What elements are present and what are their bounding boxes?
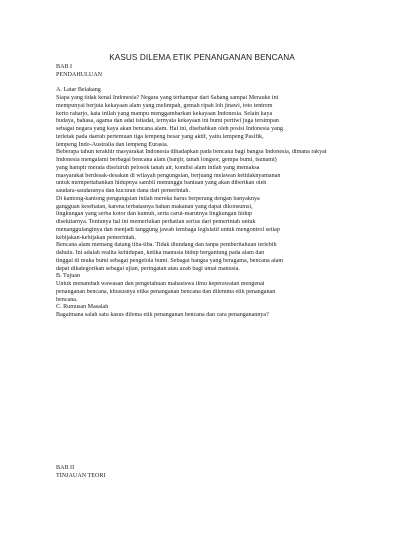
text-line: yang hampir merata diseluruh pelosok tanah air, kondisi alam inilah yang memaksa bbox=[56, 164, 260, 171]
chapter-title: TINJAUAN TEORI bbox=[56, 472, 106, 479]
section-heading: B. Tujuan bbox=[56, 273, 81, 280]
text-line: Indonesia mengalami berbagai bencana alam (banjir, tanah longsor, gempa bumi, tsunami) bbox=[56, 157, 277, 163]
text-line: Bencana alam memang datang tiba-tiba. Tidak diundang dan tanpa pemberitahuan terlebih bbox=[56, 242, 277, 249]
text-line: menanggulanginya dan menjadi tanggung jawab lembaga legislatif untuk mengontrol setiap bbox=[56, 226, 280, 233]
text-line: dahulu. Ini adalah realita kehidupan, ketika manusia hidup bergantung pada alam dan bbox=[56, 250, 265, 256]
text-line: terletak pada daerah pertemuan tiga lempeng besar yang aktif, yaitu lempeng Pasifik, bbox=[56, 133, 264, 140]
text-line: budaya, bahasa, agama dan adat istiadat, ternyata kekayaan ini bumi pertiwi juga tersimpan bbox=[56, 118, 279, 125]
document-body bbox=[56, 64, 348, 320]
paragraph-gap bbox=[56, 80, 348, 88]
text-line: lingkungan yang serba kotor dan kumuh, serta carut-marutnya lingkungan hidup bbox=[56, 211, 252, 218]
text-line: tinggal di muka bumi sebagai pengelola bumi. Sebagai bangsa yang beragama, bencana alam bbox=[56, 257, 284, 264]
text-line: penanganan bencana, khususnya etika penanganan bencana dan dilemma etik penanganan bbox=[56, 288, 276, 295]
text-line: Siapa yang tidak kenal Indonesia? Negara yang terhampar dari Sabang sampai Merauke ini bbox=[56, 95, 279, 101]
text-line: kerto raharjo, kata inilah yang mampu menggambarkan kekayaan Indonesia. Selain kaya bbox=[56, 110, 273, 117]
text-line: disekitarnya. Tentunya hal ini memerlukan perhatian serius dari pemerintah untuk bbox=[56, 219, 256, 225]
document-page bbox=[56, 0, 348, 550]
text-line: gangguan kesehatan, karena terbatasnya bahan makanan yang dapat dikonsumsi, bbox=[56, 203, 253, 210]
text-line: saudara-saudaranya dan kucuran dana dari pemerintah. bbox=[56, 188, 190, 194]
section-heading: C. Rumusan Masalah bbox=[56, 304, 109, 311]
chapter-label: BAB I bbox=[56, 64, 73, 70]
section-heading: A. Latar Belakang bbox=[56, 87, 101, 94]
text-line: Bagaimana salah satu kasus dilema etik penanganan bencana dan cara penanganannya? bbox=[56, 312, 269, 318]
text-line: untuk mempertahankan hidupnya sambil menunggu bantuan yang akan diberikan oleh bbox=[56, 180, 267, 187]
chapter-two-heading bbox=[56, 465, 348, 481]
text-line: masyarakat berdesak-desakan di wilayah pengungsian, berjuang melawan ketidaknyamanan bbox=[56, 172, 281, 179]
text-line: lempeng Indo-Australia dan lempeng Eurasia. bbox=[56, 141, 169, 148]
text-line: Untuk menambah wawasan dan pengetahuan mahasiswa ilmu keperawatan mengenai bbox=[56, 281, 265, 287]
text-line: bencana. bbox=[56, 296, 78, 303]
text-line: Beberapa tahun terakhir masyarakat Indonesia dihadapkan pada bencana bagi bangsa Indonesia, dimana rakyat bbox=[56, 149, 327, 156]
text-line: Di kantong-kantong pengungsian inilah mereka harus berperang dengan banyaknya bbox=[56, 195, 260, 202]
document-title: KASUS DILEMA ETIK PENANGANAN BENCANA bbox=[109, 53, 295, 62]
chapter-title: PENDAHULUAN bbox=[56, 71, 103, 78]
text-line: mempunyai berjuta kekayaan alam yang melimpah, gemah ripah loh jinawi, toto tentrem bbox=[56, 102, 273, 109]
text-line: sebagai negara yang kaya akan bencana alam. Hal ini, disebabkan oleh posisi Indonesia yang bbox=[56, 126, 283, 132]
text-line: dapat dikategorikan sebagai ujian, peringatan atau azab bagi umat manusia. bbox=[56, 265, 240, 272]
chapter-label: BAB II bbox=[56, 465, 75, 471]
text-line: kebijakan-kebijakan pemerintah. bbox=[56, 234, 136, 241]
